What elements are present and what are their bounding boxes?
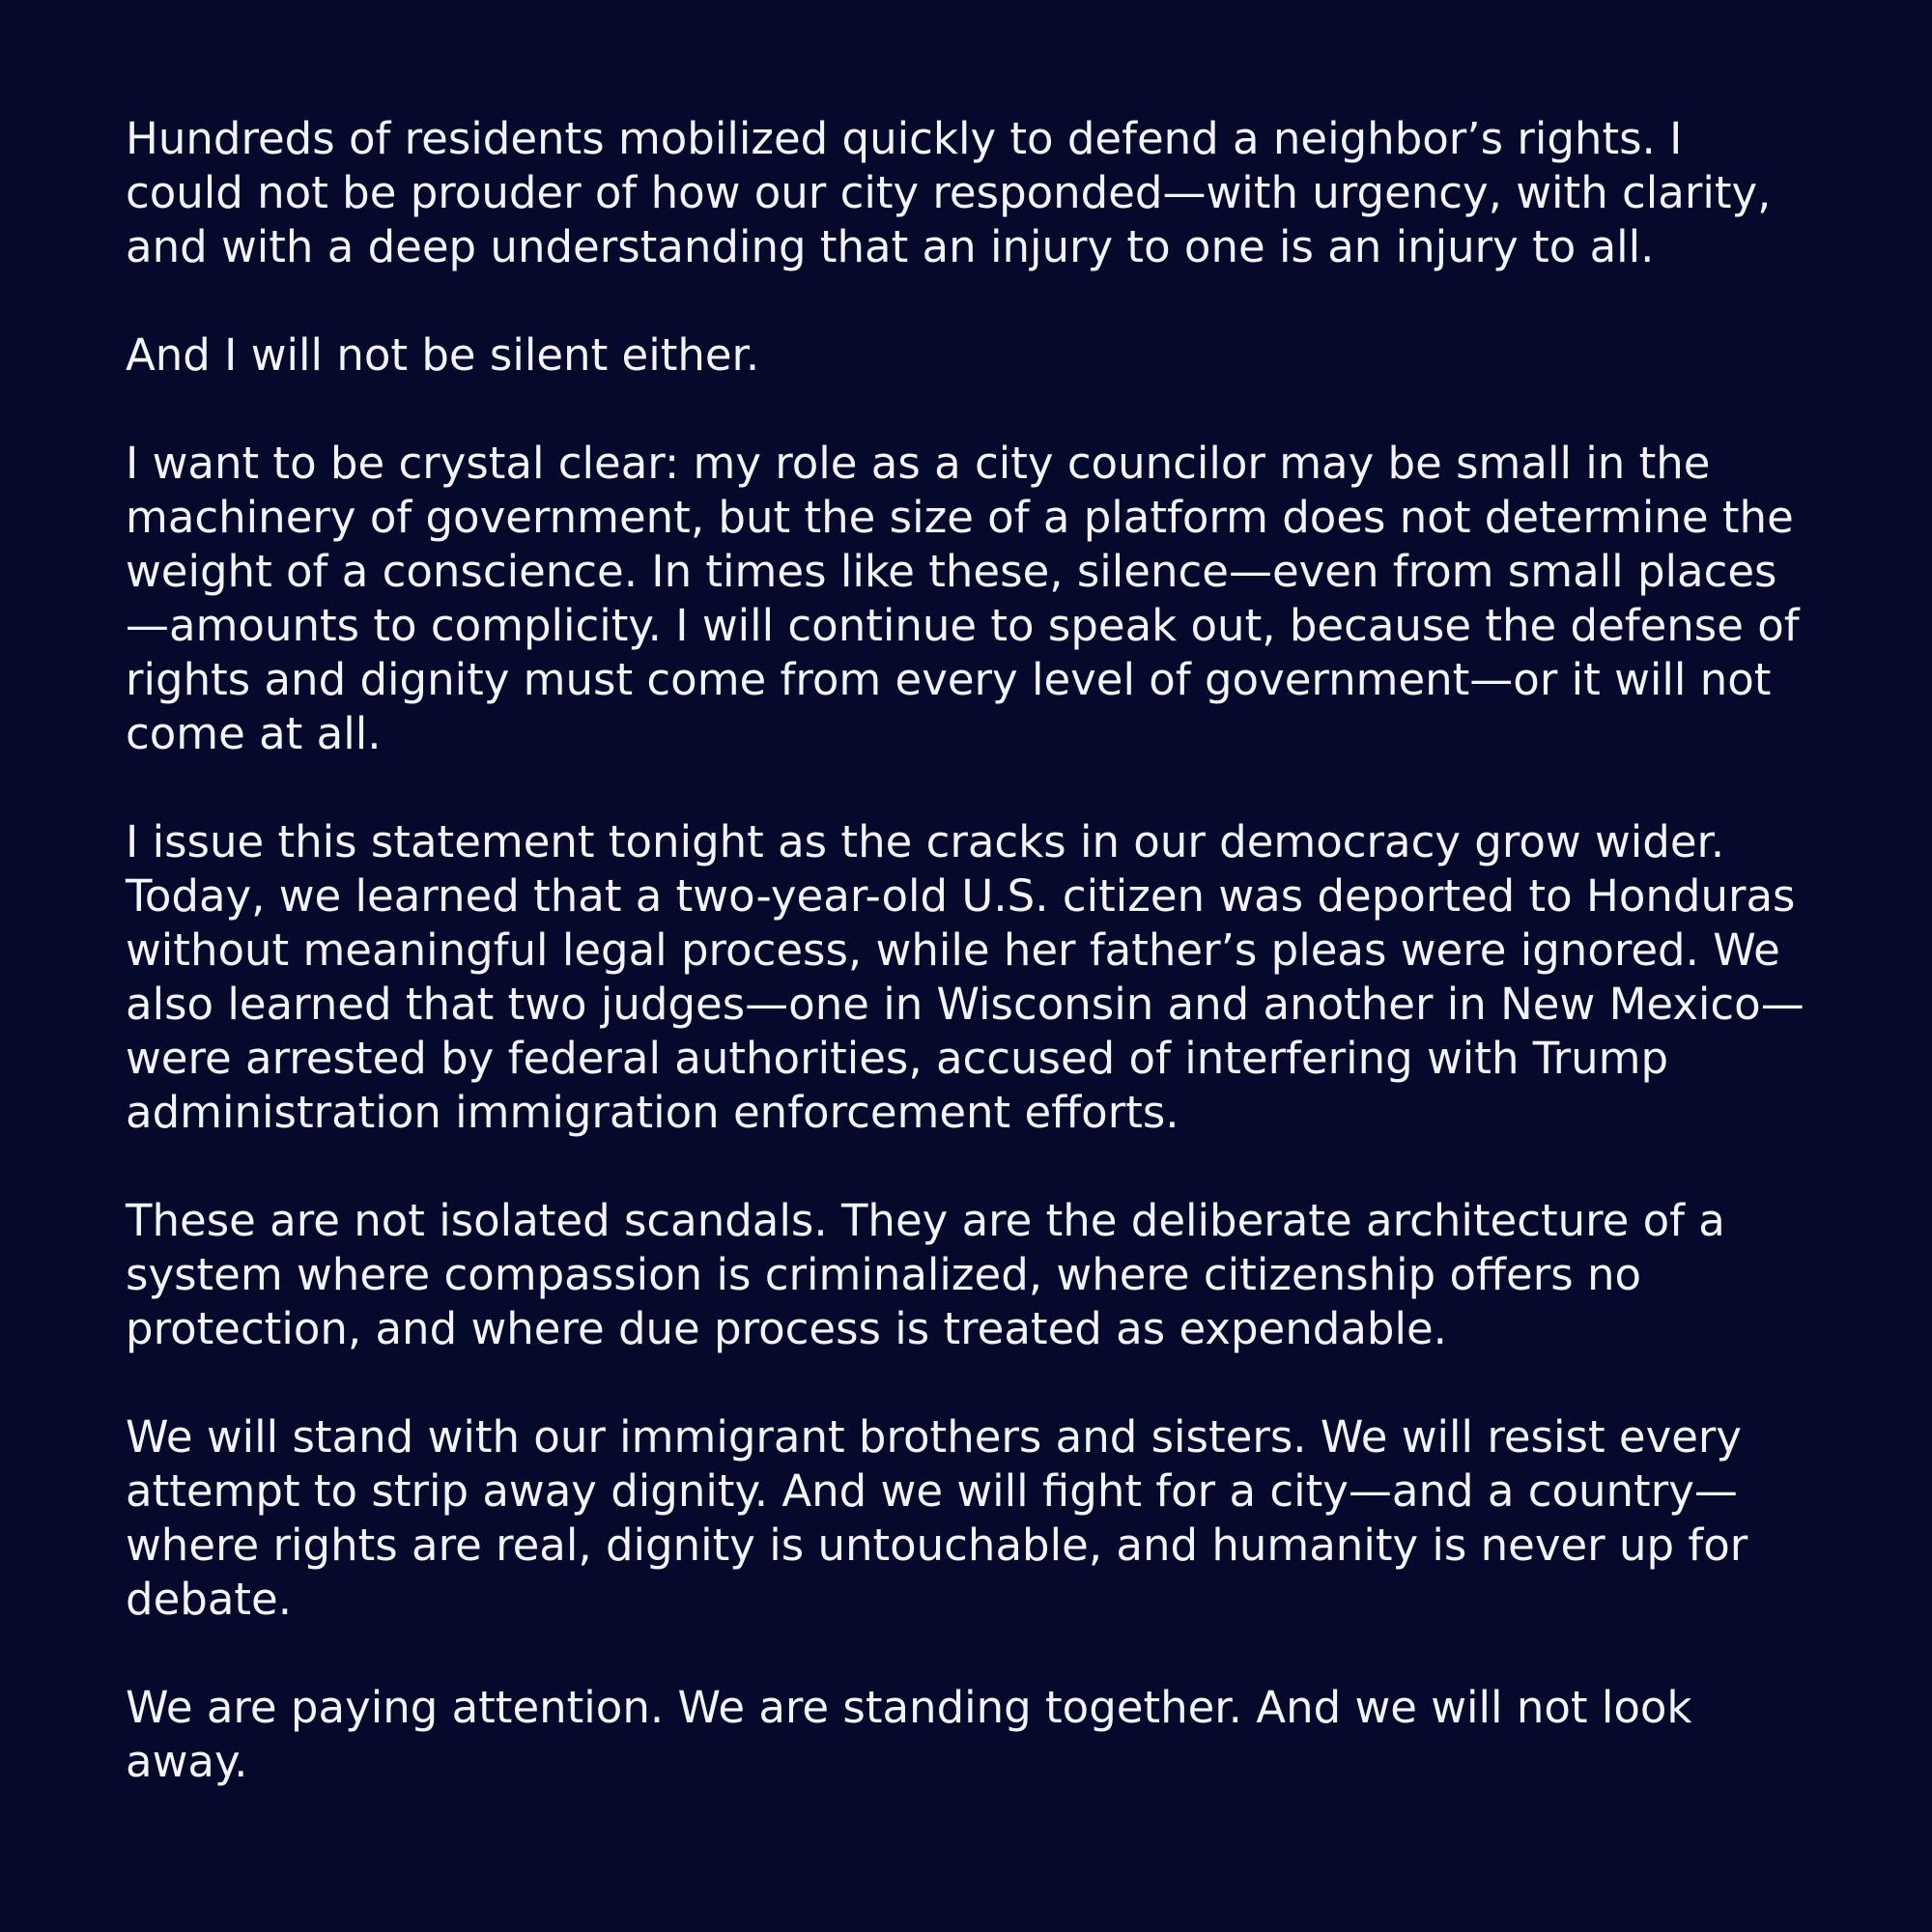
statement-paragraph-1: Hundreds of residents mobilized quickly to defend a neighbor’s rights. I could not be prouder of how our city responded—with urgency, with clarity, and with a deep understanding that an injury to one is an injury to all. [126,113,1772,272]
statement-paragraph-7: We are paying attention. We are standing together. And we will not look away. [126,1682,1692,1787]
statement-paragraph-2: And I will not be silent either. [126,329,760,381]
statement-paragraph-3: I want to be crystal clear: my role as a city councilor may be small in the machinery of government, but the size of a platform does not determine the weight of a conscience. In times like these, silence—even from small places—amounts to complicity. I will continue to speak out, because the defense of rights and dignity must come from every level of government—or it will not come at all. [126,438,1800,759]
statement-text [126,112,1806,1789]
statement-paragraph-6: We will stand with our immigrant brothers and sisters. We will resist every attempt to strip away dignity. And we will fight for a city—and a country—where rights are real, dignity is untouchable, and humanity is never up for debate. [126,1411,1748,1625]
statement-paragraph-5: These are not isolated scandals. They are the deliberate architecture of a system where compassion is criminalized, where citizenship offers no protection, and where due process is treated as expendable. [126,1195,1725,1354]
statement-paragraph-4: I issue this statement tonight as the cracks in our democracy grow wider. Today, we learned that a two-year-old U.S. citizen was deported to Honduras without meaningful legal process, while her father’s pleas were ignored. We also learned that two judges—one in Wisconsin and another in New Mexico—were arrested by federal authorities, accused of interfering with Trump administration immigration enforcement efforts. [126,816,1804,1138]
